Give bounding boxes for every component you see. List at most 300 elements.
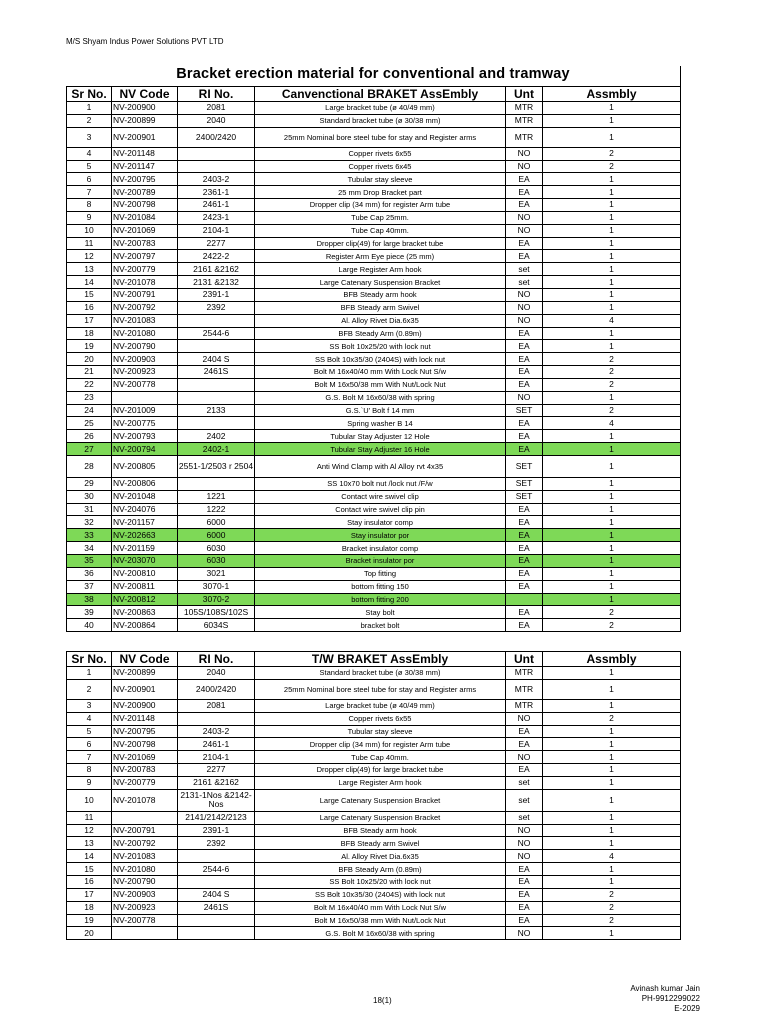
cell-assembly: 1: [543, 263, 681, 276]
cell-unit: SET: [506, 404, 543, 417]
cell-sr-no: 12: [67, 250, 112, 263]
cell-sr-no: 28: [67, 455, 112, 477]
cell-assembly: 1: [543, 927, 681, 940]
cell-sr-no: 22: [67, 378, 112, 391]
cell-sr-no: 15: [67, 288, 112, 301]
cell-unit: SET: [506, 455, 543, 477]
cell-ri-no: 3070-2: [178, 593, 255, 606]
cell-nv-code: NV-201148: [112, 147, 178, 160]
cell-ri-no: 2277: [178, 237, 255, 250]
cell-ri-no: 2392: [178, 837, 255, 850]
cell-ri-no: [178, 314, 255, 327]
cell-nv-code: NV-200899: [112, 114, 178, 127]
cell-ri-no: 2391-1: [178, 288, 255, 301]
cell-unit: EA: [506, 353, 543, 366]
cell-ri-no: 2131 &2132: [178, 276, 255, 289]
table-row: [67, 224, 681, 237]
table-row: [67, 114, 681, 127]
cell-nv-code: NV-201148: [112, 712, 178, 725]
cell-ri-no: 6000: [178, 529, 255, 542]
table-row: [67, 455, 681, 477]
cell-nv-code: NV-200790: [112, 875, 178, 888]
cell-ri-no: 2131-1Nos &2142-Nos: [178, 789, 255, 811]
table-header-row: [67, 652, 681, 667]
cell-ri-no: 2403-2: [178, 173, 255, 186]
cell-description: Large Register Arm hook: [255, 776, 506, 789]
table-row: [67, 237, 681, 250]
cell-sr-no: 5: [67, 725, 112, 738]
cell-nv-code: NV-200792: [112, 837, 178, 850]
cell-ri-no: 2461S: [178, 366, 255, 379]
cell-sr-no: 31: [67, 503, 112, 516]
cell-description: Bolt M 16x50/38 mm With Nut/Lock Nut: [255, 378, 506, 391]
cell-sr-no: 6: [67, 173, 112, 186]
header-assembly: Assmbly: [543, 652, 681, 667]
cell-sr-no: 18: [67, 901, 112, 914]
cell-ri-no: 2141/2142/2123: [178, 811, 255, 824]
cell-nv-code: NV-200783: [112, 237, 178, 250]
cell-assembly: 1: [543, 102, 681, 115]
cell-description: Contact wire swivel clip: [255, 490, 506, 503]
cell-nv-code: [112, 927, 178, 940]
cell-sr-no: 8: [67, 764, 112, 777]
cell-nv-code: NV-200923: [112, 901, 178, 914]
cell-description: Stay bolt: [255, 606, 506, 619]
cell-nv-code: NV-200789: [112, 186, 178, 199]
cell-ri-no: [178, 391, 255, 404]
cell-sr-no: 16: [67, 875, 112, 888]
cell-nv-code: [112, 391, 178, 404]
cell-unit: NO: [506, 147, 543, 160]
title-row: [66, 66, 681, 86]
cell-unit: MTR: [506, 667, 543, 680]
cell-sr-no: 30: [67, 490, 112, 503]
cell-assembly: 1: [543, 301, 681, 314]
cell-description: BFB Steady Arm (0.89m): [255, 863, 506, 876]
cell-nv-code: NV-201048: [112, 490, 178, 503]
cell-description: Tubular stay sleeve: [255, 725, 506, 738]
cell-sr-no: 1: [67, 667, 112, 680]
cell-unit: EA: [506, 888, 543, 901]
cell-nv-code: NV-200811: [112, 580, 178, 593]
cell-sr-no: 7: [67, 186, 112, 199]
cell-ri-no: 2104-1: [178, 224, 255, 237]
cell-nv-code: NV-201078: [112, 276, 178, 289]
cell-description: SS Bolt 10x35/30 (2404S) with lock nut: [255, 353, 506, 366]
cell-sr-no: 12: [67, 824, 112, 837]
cell-assembly: 1: [543, 276, 681, 289]
cell-assembly: 2: [543, 147, 681, 160]
cell-unit: EA: [506, 567, 543, 580]
cell-unit: EA: [506, 606, 543, 619]
cell-unit: MTR: [506, 102, 543, 115]
cell-description: Standard bracket tube (ø 30/38 mm): [255, 667, 506, 680]
cell-assembly: 1: [543, 224, 681, 237]
cell-sr-no: 3: [67, 699, 112, 712]
cell-unit: EA: [506, 914, 543, 927]
cell-sr-no: 4: [67, 147, 112, 160]
cell-assembly: 1: [543, 824, 681, 837]
cell-assembly: 4: [543, 850, 681, 863]
cell-sr-no: 33: [67, 529, 112, 542]
cell-unit: EA: [506, 503, 543, 516]
cell-assembly: 2: [543, 160, 681, 173]
cell-unit: [506, 593, 543, 606]
cell-unit: MTR: [506, 679, 543, 699]
table-row: [67, 619, 681, 632]
cell-unit: EA: [506, 430, 543, 443]
cell-assembly: 1: [543, 875, 681, 888]
cell-description: Anti Wind Clamp with Al Alloy rvt 4x35: [255, 455, 506, 477]
cell-ri-no: [178, 477, 255, 490]
cell-assembly: 1: [543, 127, 681, 147]
cell-description: Bracket insulator comp: [255, 542, 506, 555]
cell-ri-no: 2544-6: [178, 327, 255, 340]
cell-assembly: 2: [543, 404, 681, 417]
cell-ri-no: 2161 &2162: [178, 776, 255, 789]
cell-description: Bolt M 16x50/38 mm With Nut/Lock Nut: [255, 914, 506, 927]
cell-assembly: 1: [543, 811, 681, 824]
cell-unit: NO: [506, 211, 543, 224]
cell-ri-no: [178, 875, 255, 888]
table-row: [67, 789, 681, 811]
table-row: [67, 378, 681, 391]
cell-assembly: 1: [543, 391, 681, 404]
table-row: [67, 327, 681, 340]
table-row: [67, 927, 681, 940]
cell-unit: SET: [506, 490, 543, 503]
table-row: [67, 738, 681, 751]
cell-ri-no: 2551-1/2503 r 2504: [178, 455, 255, 477]
cell-nv-code: NV-200793: [112, 430, 178, 443]
cell-nv-code: NV-200795: [112, 725, 178, 738]
conventional-bracket-table: [66, 86, 681, 632]
cell-sr-no: 6: [67, 738, 112, 751]
cell-unit: EA: [506, 443, 543, 456]
cell-ri-no: 2400/2420: [178, 127, 255, 147]
cell-description: Large Catenary Suspension Bracket: [255, 789, 506, 811]
cell-nv-code: NV-201080: [112, 327, 178, 340]
cell-nv-code: NV-200791: [112, 288, 178, 301]
cell-assembly: 1: [543, 580, 681, 593]
cell-sr-no: 10: [67, 789, 112, 811]
cell-unit: set: [506, 776, 543, 789]
table-row: [67, 516, 681, 529]
table-row: [67, 776, 681, 789]
cell-nv-code: NV-200901: [112, 127, 178, 147]
table-row: [67, 580, 681, 593]
table-row: [67, 679, 681, 699]
cell-sr-no: 11: [67, 237, 112, 250]
table-row: [67, 366, 681, 379]
cell-ri-no: 2461-1: [178, 199, 255, 212]
cell-description: Bolt M 16x40/40 mm With Lock Nut S/w: [255, 901, 506, 914]
cell-description: bracket bolt: [255, 619, 506, 632]
cell-nv-code: NV-203070: [112, 555, 178, 568]
cell-assembly: 1: [543, 751, 681, 764]
cell-description: Large Catenary Suspension Bracket: [255, 811, 506, 824]
cell-sr-no: 27: [67, 443, 112, 456]
cell-assembly: 2: [543, 901, 681, 914]
table-row: [67, 353, 681, 366]
cell-ri-no: 6000: [178, 516, 255, 529]
cell-ri-no: 2040: [178, 114, 255, 127]
cell-ri-no: 2391-1: [178, 824, 255, 837]
table-row: [67, 147, 681, 160]
table-row: [67, 667, 681, 680]
cell-description: BFB Steady Arm (0.89m): [255, 327, 506, 340]
cell-unit: NO: [506, 314, 543, 327]
cell-ri-no: [178, 850, 255, 863]
cell-description: Dropper clip (34 mm) for register Arm tube: [255, 199, 506, 212]
cell-sr-no: 25: [67, 417, 112, 430]
cell-nv-code: NV-200783: [112, 764, 178, 777]
cell-nv-code: NV-200805: [112, 455, 178, 477]
cell-description: Large Catenary Suspension Bracket: [255, 276, 506, 289]
table-row: [67, 340, 681, 353]
cell-nv-code: NV-201069: [112, 751, 178, 764]
cell-description: Stay insulator comp: [255, 516, 506, 529]
cell-unit: EA: [506, 619, 543, 632]
cell-ri-no: 2400/2420: [178, 679, 255, 699]
cell-assembly: 2: [543, 619, 681, 632]
table-row: [67, 199, 681, 212]
cell-description: Register Arm Eye piece (25 mm): [255, 250, 506, 263]
table-row: [67, 173, 681, 186]
cell-assembly: 1: [543, 327, 681, 340]
cell-nv-code: NV-200900: [112, 102, 178, 115]
cell-unit: EA: [506, 529, 543, 542]
cell-nv-code: NV-201159: [112, 542, 178, 555]
cell-description: Tubular stay sleeve: [255, 173, 506, 186]
cell-nv-code: NV-200792: [112, 301, 178, 314]
cell-nv-code: NV-200923: [112, 366, 178, 379]
cell-ri-no: [178, 712, 255, 725]
cell-assembly: 1: [543, 340, 681, 353]
cell-sr-no: 34: [67, 542, 112, 555]
cell-description: Contact wire swivel clip pin: [255, 503, 506, 516]
cell-ri-no: 2402-1: [178, 443, 255, 456]
cell-unit: NO: [506, 927, 543, 940]
cell-description: Large Register Arm hook: [255, 263, 506, 276]
cell-sr-no: 13: [67, 837, 112, 850]
cell-ri-no: 2461S: [178, 901, 255, 914]
cell-nv-code: NV-200779: [112, 263, 178, 276]
cell-sr-no: 2: [67, 114, 112, 127]
cell-sr-no: 23: [67, 391, 112, 404]
cell-assembly: 4: [543, 314, 681, 327]
cell-ri-no: 2544-6: [178, 863, 255, 876]
cell-unit: EA: [506, 516, 543, 529]
header-nv-code: NV Code: [112, 652, 178, 667]
cell-description: Dropper clip(49) for large bracket tube: [255, 764, 506, 777]
cell-unit: NO: [506, 301, 543, 314]
cell-assembly: 1: [543, 555, 681, 568]
cell-assembly: 1: [543, 250, 681, 263]
cell-nv-code: NV-200778: [112, 914, 178, 927]
cell-description: 25mm Nominal bore steel tube for stay and Register arms: [255, 127, 506, 147]
cell-sr-no: 20: [67, 353, 112, 366]
cell-assembly: 2: [543, 353, 681, 366]
cell-nv-code: NV-200900: [112, 699, 178, 712]
cell-unit: NO: [506, 850, 543, 863]
cell-description: Tube Cap 25mm.: [255, 211, 506, 224]
cell-description: BFB Steady arm hook: [255, 824, 506, 837]
cell-nv-code: NV-200806: [112, 477, 178, 490]
table-row: [67, 850, 681, 863]
cell-sr-no: 39: [67, 606, 112, 619]
cell-assembly: 1: [543, 789, 681, 811]
signature-block: [630, 984, 700, 1014]
cell-nv-code: NV-200790: [112, 340, 178, 353]
cell-ri-no: 1221: [178, 490, 255, 503]
cell-assembly: 1: [543, 237, 681, 250]
cell-description: Spring washer B 14: [255, 417, 506, 430]
header-unit: Unt: [506, 652, 543, 667]
cell-assembly: 2: [543, 366, 681, 379]
table-row: [67, 490, 681, 503]
cell-assembly: 1: [543, 503, 681, 516]
cell-assembly: 1: [543, 173, 681, 186]
cell-description: BFB Steady arm Swivel: [255, 301, 506, 314]
cell-ri-no: [178, 417, 255, 430]
cell-description: Stay insulator por: [255, 529, 506, 542]
cell-assembly: 1: [543, 529, 681, 542]
cell-ri-no: [178, 914, 255, 927]
cell-assembly: 1: [543, 837, 681, 850]
cell-unit: EA: [506, 186, 543, 199]
cell-nv-code: NV-200899: [112, 667, 178, 680]
cell-unit: set: [506, 263, 543, 276]
cell-description: Large bracket tube (ø 40/49 mm): [255, 102, 506, 115]
table-row: [67, 503, 681, 516]
cell-nv-code: NV-200778: [112, 378, 178, 391]
table-row: [67, 404, 681, 417]
cell-sr-no: 13: [67, 263, 112, 276]
cell-nv-code: NV-204076: [112, 503, 178, 516]
cell-ri-no: 2277: [178, 764, 255, 777]
cell-unit: set: [506, 276, 543, 289]
table-row: [67, 301, 681, 314]
cell-unit: EA: [506, 378, 543, 391]
cell-description: Bolt M 16x40/40 mm With Lock Nut S/w: [255, 366, 506, 379]
header-ri-no: RI No.: [178, 652, 255, 667]
cell-description: G.S.`U' Bolt f 14 mm: [255, 404, 506, 417]
cell-sr-no: 3: [67, 127, 112, 147]
cell-ri-no: 6030: [178, 555, 255, 568]
table-row: [67, 712, 681, 725]
cell-description: Large bracket tube (ø 40/49 mm): [255, 699, 506, 712]
header-nv-code: NV Code: [112, 87, 178, 102]
cell-unit: EA: [506, 863, 543, 876]
header-unit: Unt: [506, 87, 543, 102]
cell-description: Copper rivets 6x55: [255, 147, 506, 160]
cell-description: Al. Alloy Rivet Dia.6x35: [255, 314, 506, 327]
cell-sr-no: 29: [67, 477, 112, 490]
cell-unit: EA: [506, 580, 543, 593]
table-row: [67, 725, 681, 738]
cell-description: Standard bracket tube (ø 30/38 mm): [255, 114, 506, 127]
cell-nv-code: NV-200810: [112, 567, 178, 580]
cell-description: bottom fitting 200: [255, 593, 506, 606]
cell-ri-no: 2081: [178, 699, 255, 712]
cell-unit: NO: [506, 160, 543, 173]
cell-unit: NO: [506, 288, 543, 301]
table-row: [67, 863, 681, 876]
cell-sr-no: 11: [67, 811, 112, 824]
cell-nv-code: NV-200797: [112, 250, 178, 263]
cell-description: Tube Cap 40mm.: [255, 224, 506, 237]
cell-sr-no: 10: [67, 224, 112, 237]
cell-assembly: 1: [543, 199, 681, 212]
cell-assembly: 1: [543, 430, 681, 443]
cell-assembly: 1: [543, 667, 681, 680]
header-sr-no: Sr No.: [67, 652, 112, 667]
cell-nv-code: NV-201009: [112, 404, 178, 417]
cell-sr-no: 18: [67, 327, 112, 340]
cell-sr-no: 40: [67, 619, 112, 632]
cell-nv-code: [112, 811, 178, 824]
cell-unit: NO: [506, 837, 543, 850]
table-row: [67, 764, 681, 777]
cell-unit: MTR: [506, 699, 543, 712]
cell-description: BFB Steady arm hook: [255, 288, 506, 301]
table-row: [67, 914, 681, 927]
cell-assembly: 1: [543, 542, 681, 555]
cell-description: Tubular Stay Adjuster 12 Hole: [255, 430, 506, 443]
cell-description: Tube Cap 40mm.: [255, 751, 506, 764]
cell-ri-no: 2423-1: [178, 211, 255, 224]
cell-sr-no: 19: [67, 340, 112, 353]
cell-description: G.S. Bolt M 16x60/38 with spring: [255, 391, 506, 404]
cell-nv-code: NV-200863: [112, 606, 178, 619]
table-row: [67, 875, 681, 888]
cell-ri-no: 2404 S: [178, 888, 255, 901]
cell-unit: MTR: [506, 127, 543, 147]
table-row: [67, 529, 681, 542]
cell-assembly: 1: [543, 738, 681, 751]
table-row: [67, 477, 681, 490]
page-number: 18(1): [373, 996, 392, 1005]
cell-ri-no: 2461-1: [178, 738, 255, 751]
cell-nv-code: NV-201084: [112, 211, 178, 224]
cell-ri-no: [178, 378, 255, 391]
cell-sr-no: 5: [67, 160, 112, 173]
header-assembly: Assmbly: [543, 87, 681, 102]
cell-assembly: 1: [543, 593, 681, 606]
cell-ri-no: 2161 &2162: [178, 263, 255, 276]
cell-assembly: 2: [543, 888, 681, 901]
cell-sr-no: 24: [67, 404, 112, 417]
cell-assembly: 2: [543, 378, 681, 391]
cell-description: SS Bolt 10x25/20 with lock nut: [255, 340, 506, 353]
cell-assembly: 1: [543, 288, 681, 301]
cell-nv-code: NV-200775: [112, 417, 178, 430]
table-row: [67, 593, 681, 606]
cell-ri-no: [178, 340, 255, 353]
sign-phone: PH-9912299022: [641, 994, 700, 1003]
cell-unit: EA: [506, 250, 543, 263]
header-description: T/W BRAKET AssEmbly: [255, 652, 506, 667]
cell-description: Copper rivets 6x45: [255, 160, 506, 173]
cell-nv-code: NV-200901: [112, 679, 178, 699]
cell-nv-code: NV-201078: [112, 789, 178, 811]
cell-sr-no: 4: [67, 712, 112, 725]
cell-sr-no: 36: [67, 567, 112, 580]
cell-nv-code: NV-202663: [112, 529, 178, 542]
cell-sr-no: 26: [67, 430, 112, 443]
table-row: [67, 542, 681, 555]
